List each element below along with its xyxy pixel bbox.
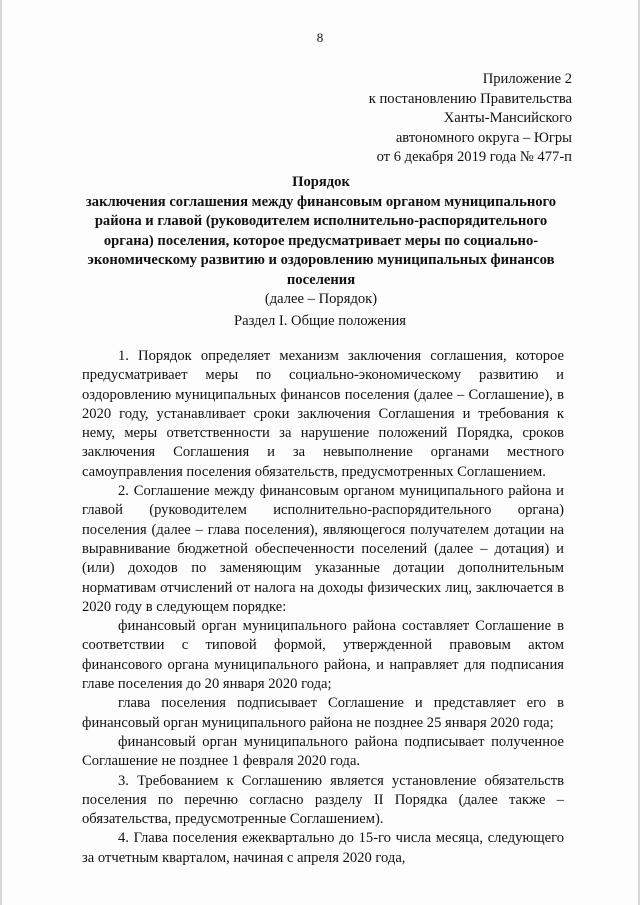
title-line: заключения соглашения между финансовым органом муниципального [85, 193, 557, 210]
appendix-line: к постановлению Правительства [368, 90, 572, 107]
paragraph: 1. Порядок определяет механизм заключения соглашения, которое предусматривает меры по социально-экономическому развитию и оздоровлению муниципальных финансов поселения (далее – Соглашение), в 2020 году, устанавливает сроки заключения Соглашения и требования к нему, меры ответственности за нарушение положений Порядка, сроков заключения Соглашения и за невыполнение органами местного самоуправления поселения обязательств, предусмотренных Соглашением. [82, 348, 564, 480]
scan-edge-left [0, 0, 2, 905]
paragraph: 4. Глава поселения ежеквартально до 15-го числа месяца, следующего за отчетным кварталом, начиная с апреля 2020 года, [82, 830, 564, 866]
paragraph: глава поселения подписывает Соглашение и представляет его в финансовый орган муниципального района не позднее 25 января 2020 года; [82, 695, 564, 731]
title-line: экономическому развитию и оздоровлению муниципальных финансов [87, 252, 555, 268]
paragraph: финансовый орган муниципального района составляет Соглашение в соответствии с типовой формой, утвержденной правовым актом финансового органа муниципального района, и направляет для подписания главе поселения до 20 января 2020 года; [82, 618, 564, 693]
appendix-line: автономного округа – Югры [395, 129, 572, 146]
appendix-line: от 6 декабря 2019 года № 477-п [376, 149, 572, 165]
title-line: органа) поселения, которое предусматривает меры по социально- [103, 232, 539, 249]
title-heading: Порядок [292, 174, 350, 190]
document-title [80, 173, 562, 310]
paragraph: финансовый орган муниципального района подписывает полученное Соглашение не позднее 1 февраля 2020 года. [82, 733, 564, 770]
document-body [82, 347, 564, 868]
title-line: поселения [286, 271, 356, 288]
title-line: района и главой (руководителем исполнительно-распорядительного [94, 213, 548, 229]
appendix-block [369, 70, 572, 168]
appendix-line: Ханты-Мансийского [443, 110, 572, 126]
paragraph: 3. Требованием к Соглашению является установление обязательств поселения по перечню согласно разделу II Порядка (далее также – обязательства, предусмотренные Соглашением). [82, 772, 564, 828]
section-heading: Раздел I. Общие положения [233, 313, 407, 329]
page-number: 8 [316, 30, 324, 45]
appendix-line: Приложение 2 [482, 71, 572, 87]
paragraph: 2. Соглашение между финансовым органом муниципального района и главой (руководителем исполнительно-распорядительного органа) поселения (далее – глава поселения), являющегося получателем дотации на выравнивание бюджетной обеспеченности поселений (далее – дотация) и (или) доходов по заменяющим указанные дотации дополнительным нормативам отчислений от налога на доходы физических лиц, заключается в 2020 году в следующем порядке: [82, 483, 564, 615]
title-subtitle: (далее – Порядок) [264, 291, 378, 307]
